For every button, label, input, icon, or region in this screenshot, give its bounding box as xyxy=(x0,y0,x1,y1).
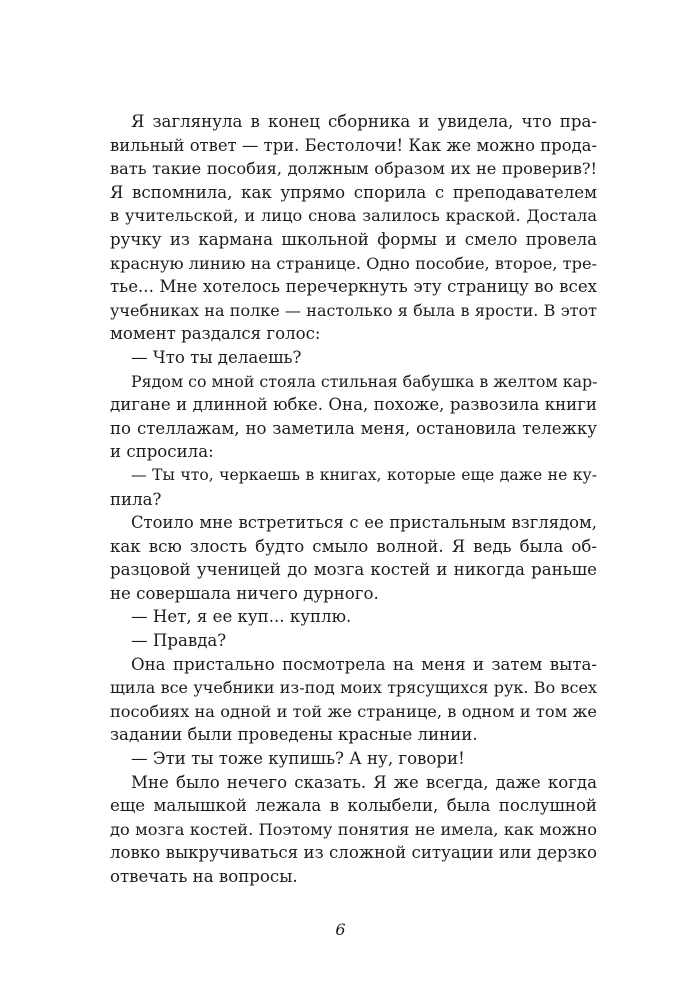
text-line: — Эти ты тоже купишь? А ну, говори! xyxy=(131,749,465,769)
text-line: по стеллажам, но заметила меня, остановила тележку xyxy=(110,418,597,438)
text-line: тье... Мне хотелось перечеркнуть эту страницу во всех xyxy=(110,277,597,297)
text-line: ловко выкручиваться из сложной ситуации или дерзко xyxy=(110,843,597,863)
text-line: — Что ты делаешь? xyxy=(131,347,302,367)
text-line: еще малышкой лежала в колыбели, была послушной xyxy=(110,796,597,816)
text-line: учебниках на полке — настолько я была в ярости. В этот xyxy=(110,300,597,320)
text-line: Она пристально посмотрела на меня и затем выта- xyxy=(131,654,597,674)
text-line: и спросила: xyxy=(110,442,214,462)
text-line: — Нет, я ее куп... куплю. xyxy=(131,607,352,627)
text-line: щила все учебники из-под моих трясущихся рук. Во всех xyxy=(110,678,597,698)
text-line: Я вспомнила, как упрямо спорила с преподавателем xyxy=(110,182,597,202)
text-line: вать такие пособия, должным образом их не проверив?! xyxy=(110,159,597,179)
page-number: 6 xyxy=(335,920,346,939)
text-line: ручку из кармана школьной формы и смело провела xyxy=(110,229,597,249)
text-line: Стоило мне встретиться с ее пристальным взглядом, xyxy=(131,513,597,533)
text-line: момент раздался голос: xyxy=(110,324,321,344)
text-line: пособиях на одной и той же странице, в одном и том же xyxy=(110,701,597,721)
text-line: отвечать на вопросы. xyxy=(110,867,298,886)
text-line: — Правда? xyxy=(131,631,227,651)
text-line: до мозга костей. Поэтому понятия не имела, как можно xyxy=(110,819,597,839)
text-line: не совершала ничего дурного. xyxy=(110,583,379,603)
text-line: вильный ответ — три. Бестолочи! Как же можно прода- xyxy=(110,135,597,155)
text-line: Мне было нечего сказать. Я же всегда, даже когда xyxy=(131,772,597,792)
text-line: в учительской, и лицо снова залилось краской. Достала xyxy=(110,206,597,226)
text-line: Рядом со мной стояла стильная бабушка в желтом кар- xyxy=(131,371,598,391)
text-line: красную линию на странице. Одно пособие, второе, тре- xyxy=(110,253,597,273)
text-line: как всю злость будто смыло волной. Я ведь была об- xyxy=(110,536,597,556)
text-line: пила? xyxy=(110,489,162,509)
text-line: — Ты что, черкаешь в книгах, которые еще даже не ку- xyxy=(131,465,597,484)
book-page-text xyxy=(110,110,597,889)
text-line: задании были проведены красные линии. xyxy=(110,725,478,745)
text-line: дигане и длинной юбке. Она, похоже, развозила книги xyxy=(110,395,597,415)
text-line: разцовой ученицей до мозга костей и никогда раньше xyxy=(110,560,597,580)
text-line: Я заглянула в конец сборника и увидела, что пра- xyxy=(131,112,597,131)
